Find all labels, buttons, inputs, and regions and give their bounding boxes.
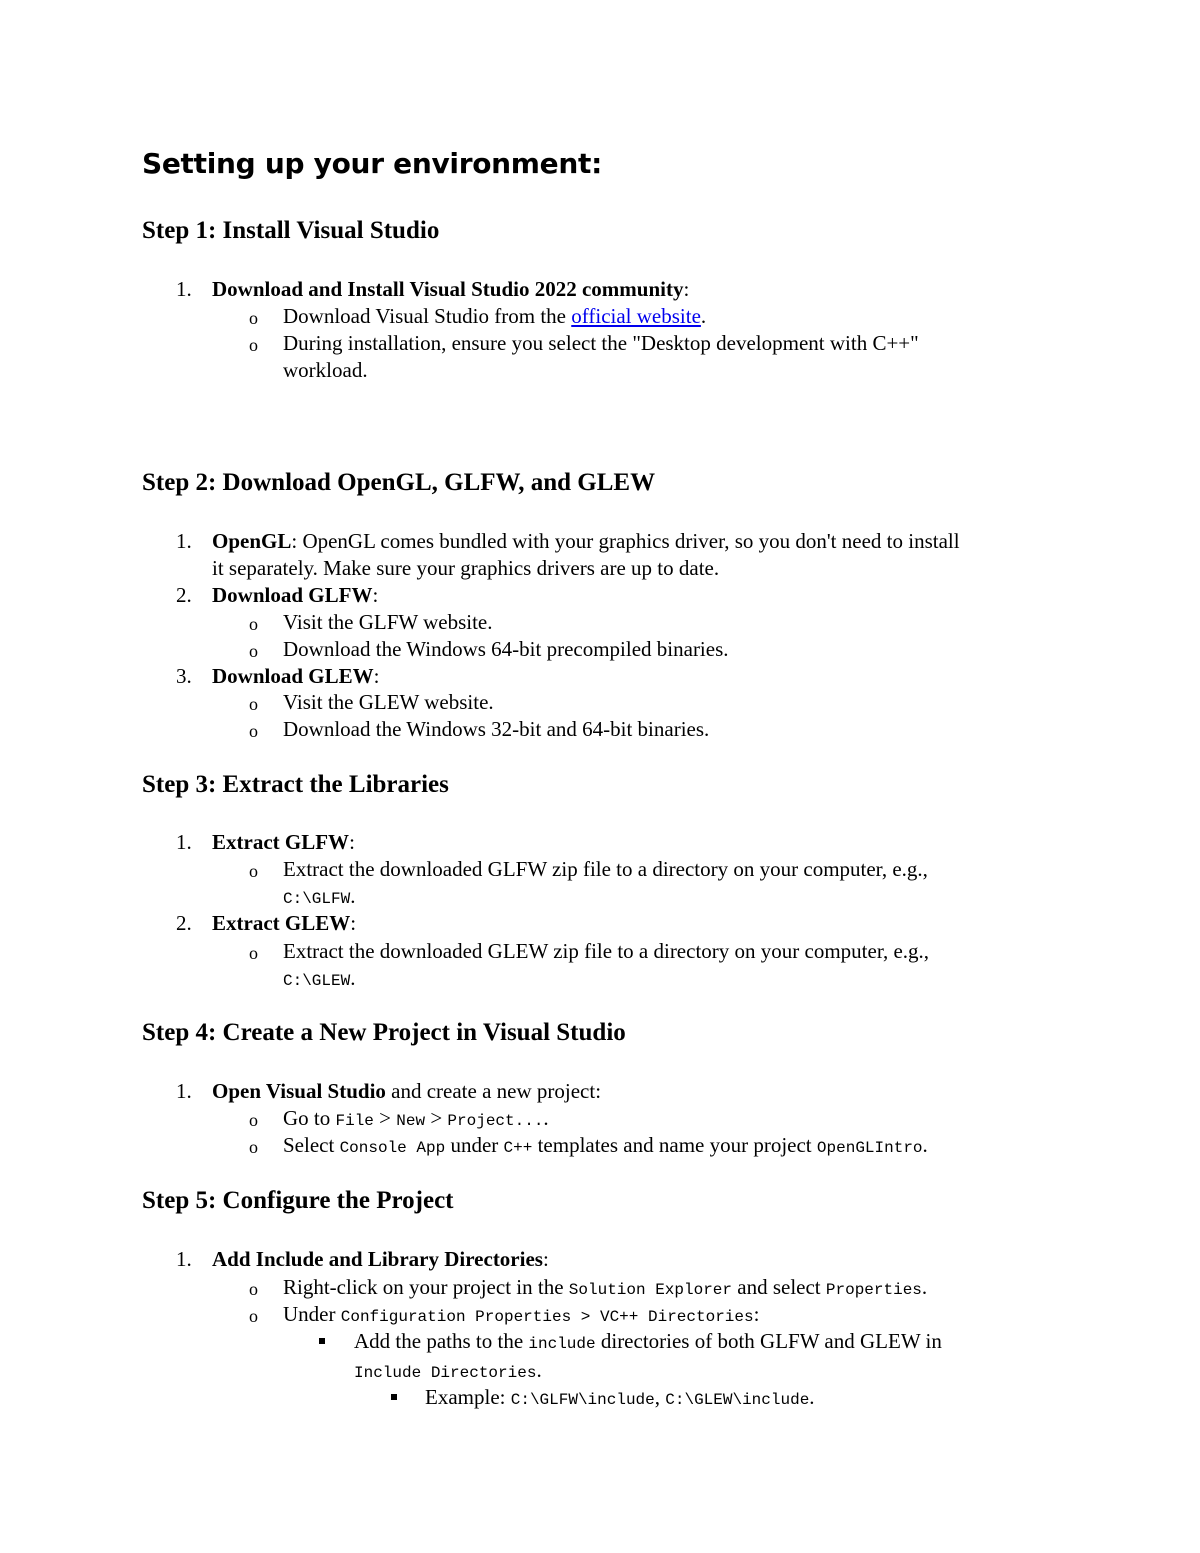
step5-heading: Step 5: Configure the Project [142, 1187, 454, 1214]
list-number: 1. [176, 277, 192, 301]
bullet-marker: o [249, 308, 258, 328]
bullet-marker: o [249, 861, 258, 881]
bullet-marker: o [249, 1306, 258, 1326]
list-item: Right-click on your project in the Solution Explorer and select Properties. [283, 1275, 928, 1299]
list-item: Download the Windows 64-bit precompiled binaries. [283, 637, 729, 661]
step2-heading: Step 2: Download OpenGL, GLFW, and GLEW [142, 469, 656, 496]
list-number: 2. [176, 583, 192, 607]
list-number: 2. [176, 911, 192, 935]
official-website-link[interactable]: official website [571, 304, 701, 328]
list-number: 3. [176, 664, 192, 688]
list-number: 1. [176, 529, 192, 553]
list-item-continuation: C:\GLEW. [283, 966, 356, 990]
bullet-marker: o [249, 694, 258, 714]
list-item-continuation: C:\GLFW. [283, 884, 356, 908]
bullet-marker: o [249, 1110, 258, 1130]
list-item: Download the Windows 32-bit and 64-bit binaries. [283, 717, 710, 741]
bullet-marker: o [249, 335, 258, 355]
step3-heading: Step 3: Extract the Libraries [142, 771, 449, 798]
list-item: Download GLFW: [212, 583, 379, 607]
list-item: Extract the downloaded GLFW zip file to a directory on your computer, e.g., [283, 857, 928, 881]
step4-heading: Step 4: Create a New Project in Visual Studio [142, 1019, 626, 1046]
square-bullet-icon [319, 1338, 325, 1344]
list-item: Visit the GLFW website. [283, 610, 493, 634]
page-title: Setting up your environment: [142, 147, 602, 180]
list-number: 1. [176, 1247, 192, 1271]
list-item: Open Visual Studio and create a new project: [212, 1079, 602, 1103]
bullet-marker: o [249, 721, 258, 741]
list-item-continuation: workload. [283, 358, 368, 382]
list-item: During installation, ensure you select the "Desktop development with C++" [283, 331, 919, 355]
list-item: Example: C:\GLFW\include, C:\GLEW\include. [425, 1385, 815, 1409]
list-item: Go to File > New > Project.... [283, 1106, 549, 1130]
list-item: Add the paths to the include directories of both GLFW and GLEW in [354, 1329, 942, 1353]
list-item: Add Include and Library Directories: [212, 1247, 549, 1271]
list-item: Extract GLFW: [212, 830, 355, 854]
list-item: Download GLEW: [212, 664, 380, 688]
list-item: Under Configuration Properties > VC++ Directories: [283, 1302, 760, 1326]
bullet-marker: o [249, 641, 258, 661]
list-item: Extract the downloaded GLEW zip file to a directory on your computer, e.g., [283, 939, 930, 963]
bullet-marker: o [249, 1279, 258, 1299]
list-item-continuation: it separately. Make sure your graphics drivers are up to date. [212, 556, 720, 580]
list-number: 1. [176, 830, 192, 854]
bullet-marker: o [249, 614, 258, 634]
list-item: Visit the GLEW website. [283, 690, 494, 714]
list-item: OpenGL: OpenGL comes bundled with your graphics driver, so you don't need to install [212, 529, 960, 553]
list-item: Select Console App under C++ templates and name your project OpenGLIntro. [283, 1133, 928, 1157]
list-item: Download Visual Studio from the official website. [283, 304, 707, 328]
list-item-continuation: Include Directories. [354, 1358, 542, 1382]
bullet-marker: o [249, 1137, 258, 1157]
list-number: 1. [176, 1079, 192, 1103]
bullet-marker: o [249, 943, 258, 963]
square-bullet-icon [391, 1394, 397, 1400]
list-item: Extract GLEW: [212, 911, 357, 935]
step1-heading: Step 1: Install Visual Studio [142, 217, 440, 244]
list-item: Download and Install Visual Studio 2022 community: [212, 277, 690, 301]
